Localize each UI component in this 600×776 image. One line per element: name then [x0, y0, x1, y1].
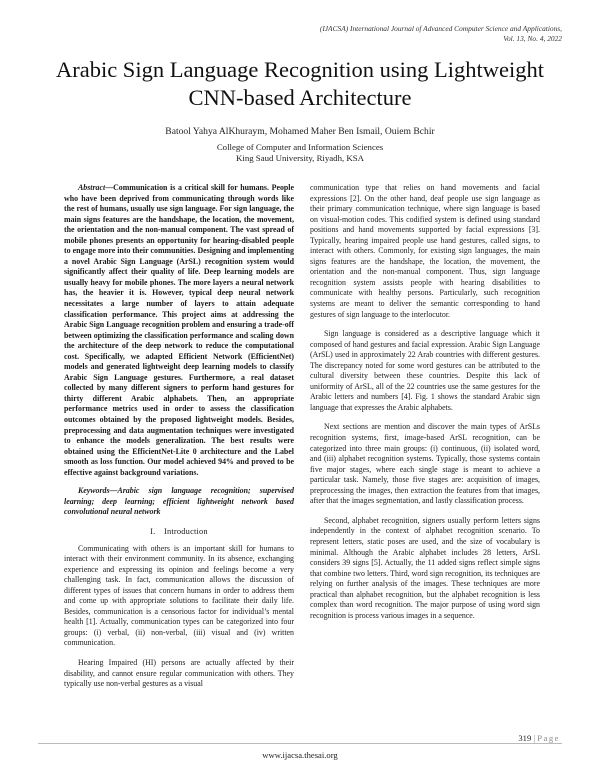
abstract-text: —Communication is a critical skill for humans. People who have been deprived from communicating through words like the rest of humans, usually use sign language. For sign language, the main signs features are the handshape, the location, the movement, the orientation and the non-manual component. The vast spread of mobile phones presents an opportunity for hearing-disabled people to engage more into their communities. Designing and implementing a novel Arabic Sign Language (ArSL) recognition system would significantly affect their quality of life. Deep learning models are usually heavy for mobile phones. The more layers a neural network has, the heavier it is. However, typical deep neural network necessitates a large number of layers to attain adequate classification performance. This project aims at addressing the Arabic Sign Language recognition problem and ensuring a trade-off between optimizing the classification performance and scaling down the architecture of the deep network to reduce the computational cost. Specifically, we adapted Efficient Network (EfficientNet) models and generated lightweight deep learning models to classify Arabic Sign Language gestures. Furthermore, a real dataset collected by many different signers to perform hand gestures for thirty different Arabic alphabets. Then, an appropriate performance metrics used in order to assess the classification outcomes obtained by the proposed lightweight models. Besides, preprocessing and data augmentation techniques were investigated to enhance the models generalization. The best results were obtained using the EfficientNet-Lite 0 architecture and the Label smooth as loss function. Our model achieved 94% and proved to be effective against background variations. [64, 183, 294, 477]
keywords [64, 486, 294, 518]
right-column [310, 183, 540, 621]
footer-rule [38, 743, 562, 744]
abstract-label: Abstract [78, 183, 106, 192]
footer-url: www.ijacsa.thesai.org [262, 750, 338, 760]
author-list: Batool Yahya AlKhuraym, Mohamed Maher Ben Ismail, Ouiem Bchir [165, 126, 435, 137]
journal-volume: Vol. 13, No. 4, 2022 [503, 33, 562, 43]
body-paragraph: Next sections are mention and discover the main types of ArSLs recognition systems, first, image-based ArSL recognition, can be categorized into three main groups: (i) continuous, (ii) isolated word, and (iii) alphabet recognition systems. Typically, those systems contain five major stages, where each single stage is meant to achieve a particular task. Namely, those five stages are: acquisition of images, preprocessing the images, then extraction the features from that images, after that the images segmentation, and lastly classification process. [310, 422, 540, 506]
keywords-label: Keywords [78, 486, 110, 496]
body-paragraph: Sign language is considered as a descriptive language which it composed of hand gestures and facial expression. Arabic Sign Language (ArSL) used in approximately 22 Arab countries with different gestures. The discrepancy noted for some word gestures can be attributed to the cultural diversity between these countries. Despite this lack of uniformity of ArSL, all of the 22 countries use the same gestures for the Arabic letters and numbers [4]. Fig. 1 shows the standard Arabic sign language that expresses the Arabic alphabets. [310, 329, 540, 412]
intro-paragraph: Hearing Impaired (HI) persons are actually affected by their disability, and cannot ensure regular communication with others. They typically use non-verbal gestures as a visual [64, 657, 294, 689]
keywords-text: —Arabic sign language recognition; supervised learning; deep learning; efficient lightweight network based convolutional neural network [64, 486, 294, 517]
page-separator: | [533, 733, 536, 743]
journal-header [320, 24, 562, 43]
page-number [518, 733, 560, 743]
abstract [64, 183, 294, 478]
title-line-2: CNN-based Architecture [188, 85, 412, 110]
affiliation-college: College of Computer and Information Sciences [216, 142, 384, 152]
affiliation [0, 142, 600, 164]
paper-title [20, 56, 580, 112]
affiliation-university: King Saud University, Riyadh, KSA [236, 153, 364, 164]
intro-paragraph: Communicating with others is an important skill for humans to interact with their environment community. In its absence, exchanging experience and expressing its opinion and feelings become a very challenging task. In fact, communication allows the discussion of different types of issues that concern humans in order to address them and come up with appropriate solutions to facilitate their daily life. Besides, communication is a censorious factor for individual’s mental health [1]. Actually, communication types can be categorized into four groups: (i) verbal, (ii) non-verbal, (iii) visual and (iv) written communication. [64, 543, 294, 648]
section-heading-introduction: I. Introduction [150, 526, 208, 536]
page-number-value: 319 [518, 733, 532, 743]
left-column [64, 183, 294, 690]
body-paragraph: communication type that relies on hand movements and facial expressions [2]. On the other hand, deaf people use sign language as their primary communication technique, where sign language is based on visual-motion codes. This codified system is defined using standard positions and hand movements supported by facial expressions [3]. Typically, hearing impaired people use hand gestures, called signs, to interact with others. Commonly, for existing sign languages, the main signs features are the handshape, the location, the movement, the orientation and the non-manual component. Thus, sign language recognition system assists people with hearing disabilities to communicate with healthy persons. Particularly, such recognition systems are meant to deliver the semantic corresponding to hand gestures of sign language to the interlocutor. [310, 183, 540, 319]
page-label: Page [537, 733, 560, 743]
body-paragraph: Second, alphabet recognition, signers usually perform letters signs independently in the context of alphabet recognition scenario. To represent letters, static poses are used, and the size of vocabulary is minimal. Although the Arabic alphabet includes 28 letters, ArSL considers 39 signs [5]. Actually, the 11 added signs reflect simple signs that combine two letters. Third, word sign recognition, its techniques are relying on further analysis of the images. These techniques are more practical than alphabet recognition, but the alphabet recognition is less complex than word recognition. The major purpose of using word sign recognition is process various images in a sequence. [310, 515, 540, 620]
journal-name: (IJACSA) International Journal of Advanced Computer Science and Applications, [319, 24, 562, 33]
title-line-1: Arabic Sign Language Recognition using Lightweight [55, 57, 545, 82]
